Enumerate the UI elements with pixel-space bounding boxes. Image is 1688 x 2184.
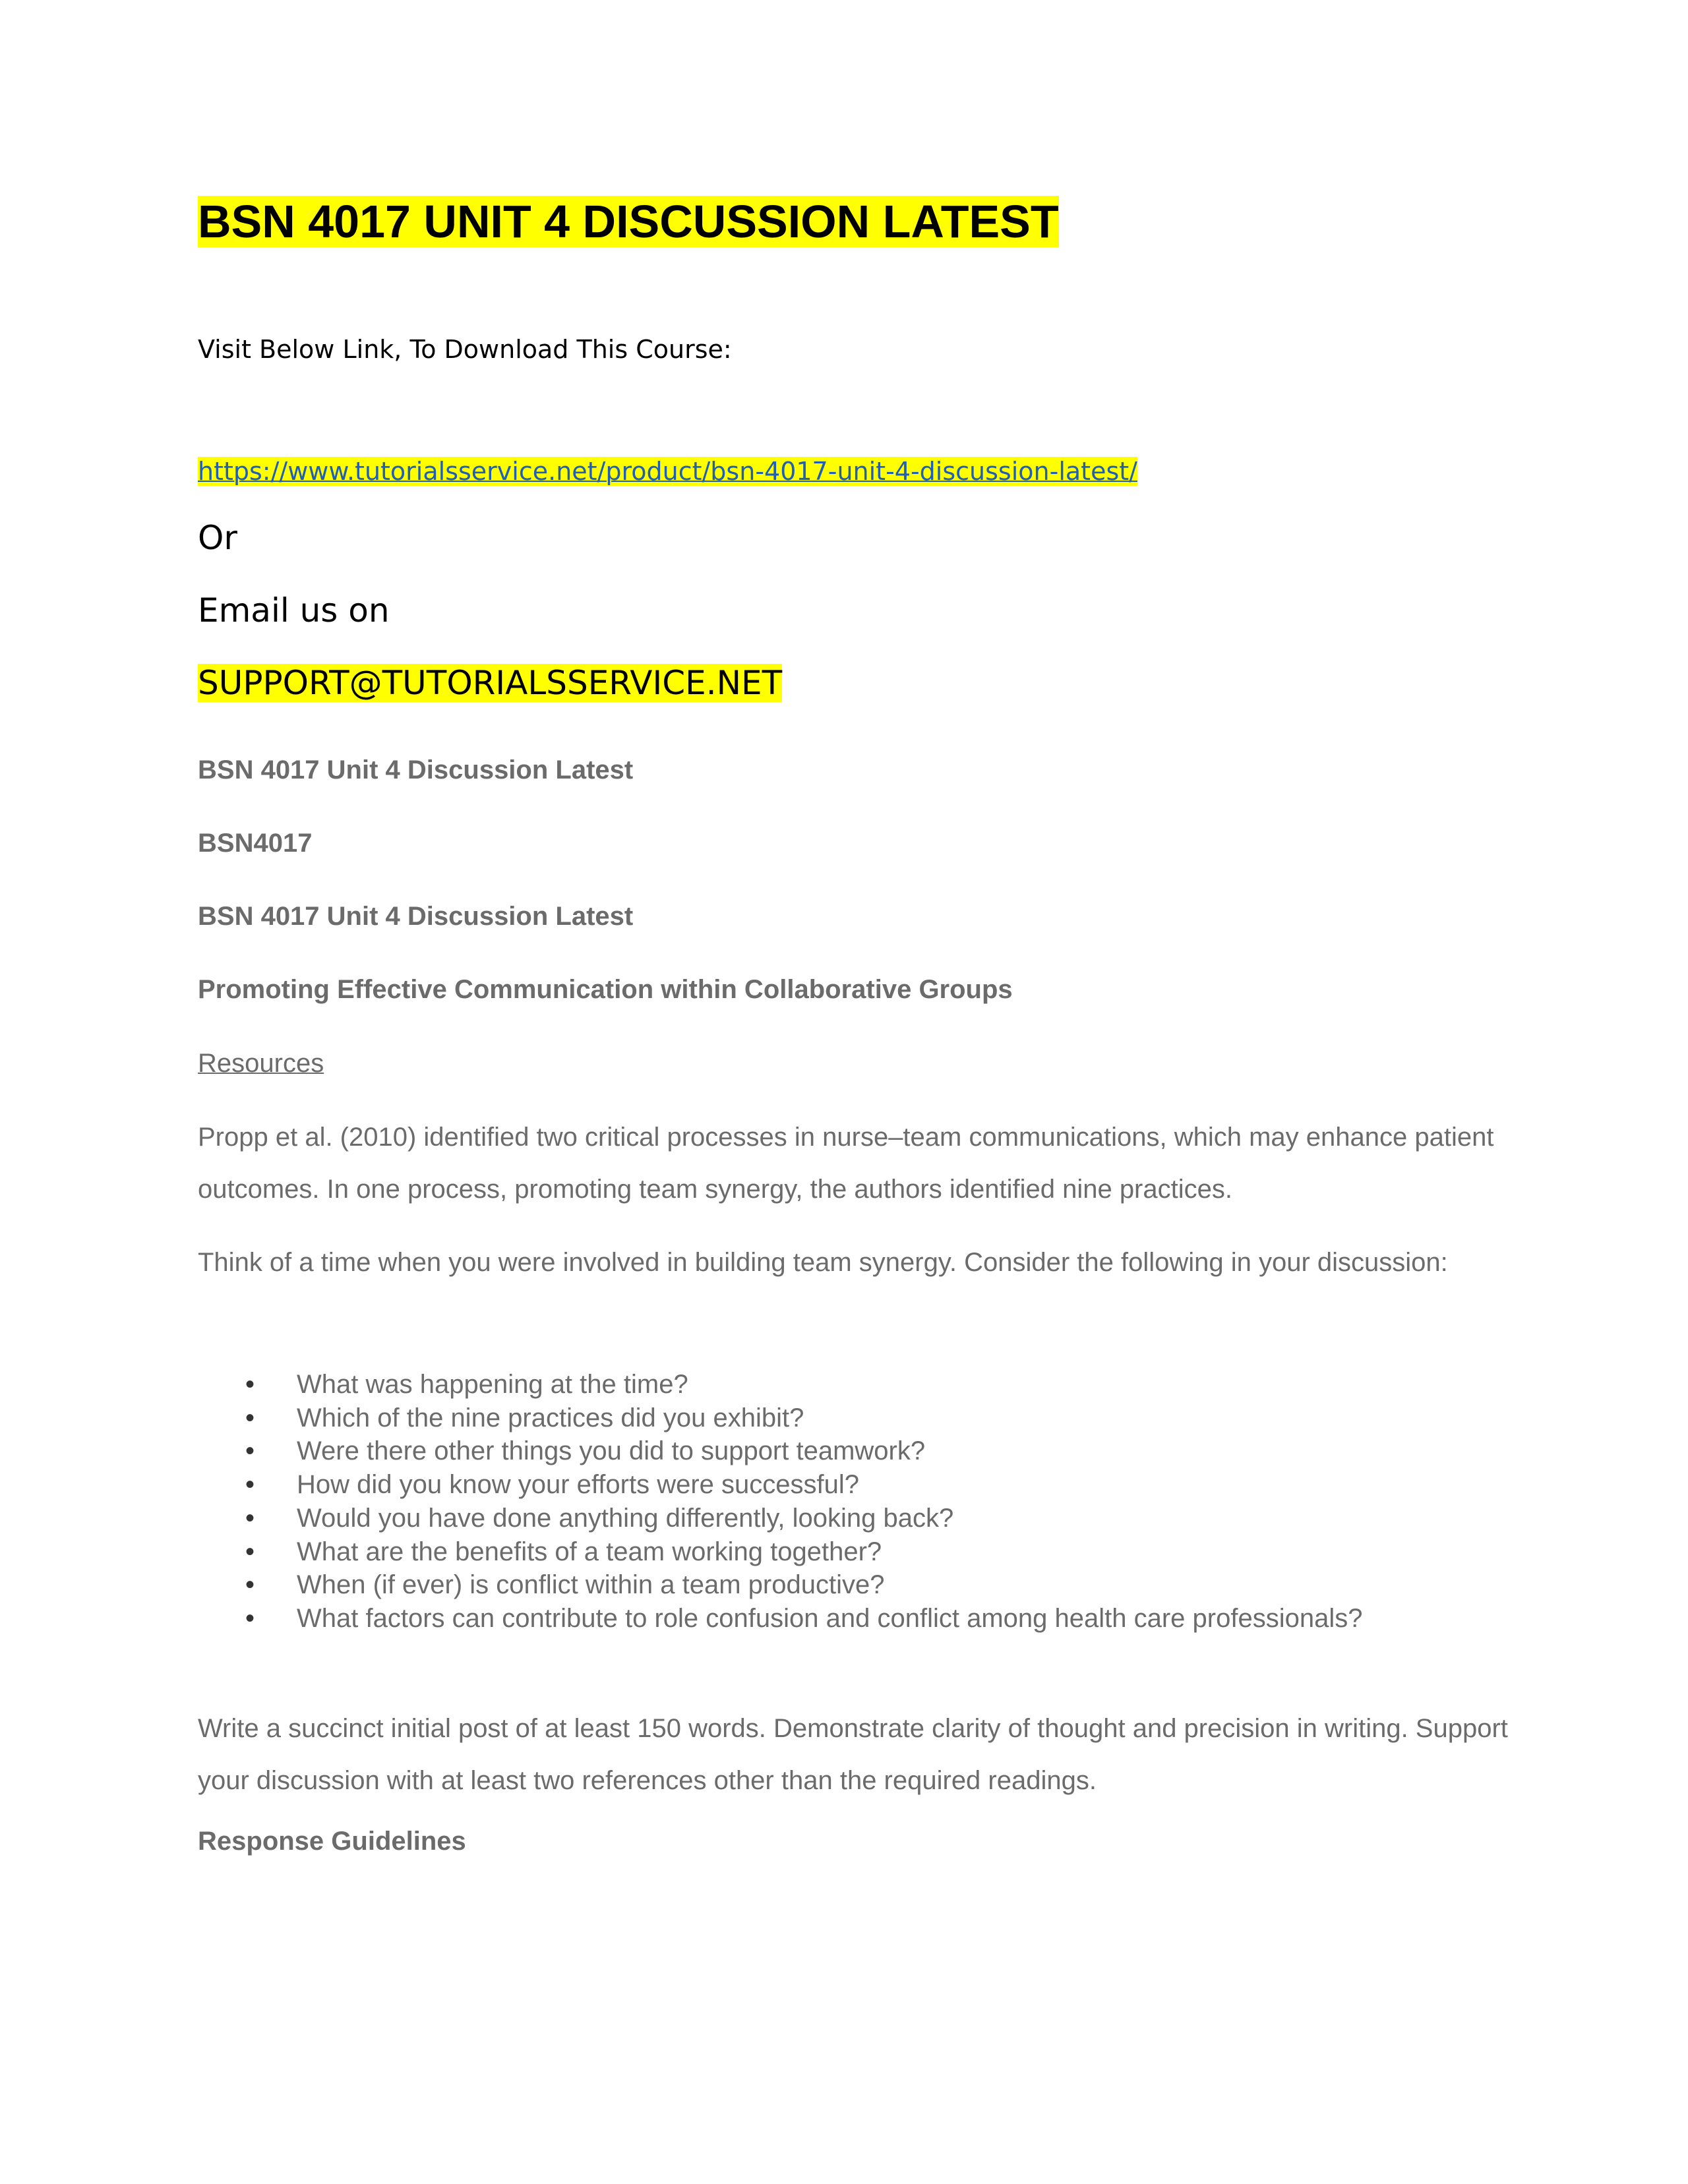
list-item-text: Which of the nine practices did you exhibit? [297,1403,804,1432]
document-title [198,194,1059,249]
list-item-text: When (if ever) is conflict within a team productive? [297,1570,885,1600]
email-prefix: Email us on [198,591,390,630]
or-text: Or [198,519,237,557]
course-link-text[interactable]: https://www.tutorialsservice.net/product/bsn-4017-unit-4-discussion-latest/ [198,457,1137,486]
bullet-icon: • [245,1370,255,1399]
bullet-icon: • [245,1403,255,1432]
list-item [198,1602,1362,1636]
bullet-icon: • [245,1470,255,1500]
course-download-link[interactable] [198,455,1137,488]
list-item-text: Would you have done anything differently, looking back? [297,1503,954,1533]
bullet-icon: • [245,1436,255,1466]
list-item [198,1568,1362,1602]
support-email-text[interactable]: SUPPORT@TUTORIALSSERVICE.NET [198,664,783,702]
heading-course-title-repeat: BSN 4017 Unit 4 Discussion Latest [198,902,634,931]
resources-link[interactable]: Resources [198,1049,324,1078]
list-item [198,1402,1362,1435]
list-item [198,1434,1362,1468]
list-item-text: Were there other things you did to support teamwork? [297,1436,926,1466]
list-item [198,1535,1362,1569]
bullet-icon: • [245,1603,255,1633]
bullet-icon: • [245,1503,255,1533]
title-text: BSN 4017 UNIT 4 DISCUSSION LATEST [198,196,1059,247]
heading-course-title: BSN 4017 Unit 4 Discussion Latest [198,755,634,784]
heading-course-code: BSN4017 [198,829,313,858]
paragraph-instructions: Write a succinct initial post of at least 150 words. Demonstrate clarity of thought and precision in writing. Support your discussion with at least two references other than the required readings. [198,1714,1508,1795]
heading-response-guidelines: Response Guidelines [198,1827,466,1856]
bullet-icon: • [245,1537,255,1566]
paragraph-propp: Propp et al. (2010) identified two critical processes in nurse–team communications, which may enhance patient outcomes. In one process, promoting team synergy, the authors identified nine practices. [198,1123,1494,1204]
heading-topic: Promoting Effective Communication within Collaborative Groups [198,975,1013,1004]
visit-instruction: Visit Below Link, To Download This Course: [198,335,732,364]
list-item-text: What are the benefits of a team working together? [297,1537,882,1566]
list-item-text: How did you know your efforts were successful? [297,1470,859,1500]
list-item-text: What factors can contribute to role confusion and conflict among health care professionals? [297,1603,1363,1633]
list-item [198,1502,1362,1535]
support-email[interactable] [198,663,782,703]
paragraph-think: Think of a time when you were involved in building team synergy. Consider the following in your discussion: [198,1248,1448,1277]
list-item-text: What was happening at the time? [297,1370,688,1399]
list-item [198,1368,1362,1402]
list-item [198,1468,1362,1502]
bullet-icon: • [245,1570,255,1600]
discussion-questions-list [198,1368,1362,1636]
